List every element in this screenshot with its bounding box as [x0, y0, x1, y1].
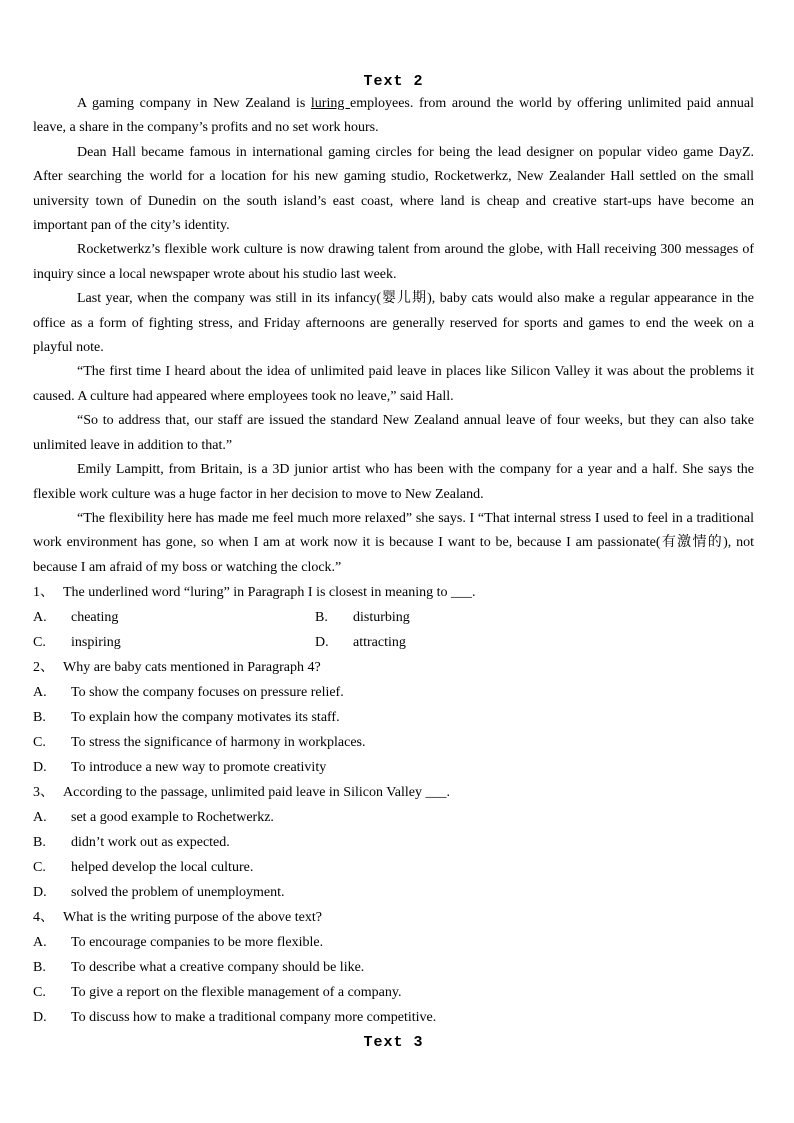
- option-1-b-text: disturbing: [353, 610, 410, 626]
- passage-paragraph-8: “The flexibility here has made me feel much more relaxed” she says. I “That internal stress I used to feel in a traditional work environment has gone, so when I am at work now it is because I want to be, because I am passionate(有激情的), not because I am afraid of my boss or watching the clock.”: [33, 510, 754, 575]
- option-1-d: [315, 630, 754, 655]
- next-text-title: Text 3: [363, 1034, 424, 1052]
- option-1-c: [33, 630, 315, 655]
- passage-paragraph-3: Rocketwerkz’s flexible work culture is now drawing talent from around the globe, with Hall receiving 300 messages of inquiry since a local newspaper wrote about his studio last week.: [33, 242, 754, 282]
- option-4-d-letter: D.: [33, 1010, 47, 1026]
- option-3-a-letter: A.: [33, 810, 47, 826]
- option-2-a-text: To show the company focuses on pressure relief.: [71, 685, 344, 701]
- option-1-a-text: cheating: [71, 610, 119, 626]
- underlined-word-luring: luring: [310, 96, 351, 111]
- passage-paragraph-5: “The first time I heard about the idea of unlimited paid leave in places like Silicon Valley it was about the problems it caused. A culture had appeared where employees took no leave,” said Hall.: [33, 364, 754, 404]
- option-4-b-letter: B.: [33, 960, 46, 976]
- question-2-stem-text: Why are baby cats mentioned in Paragraph 4?: [63, 660, 321, 676]
- option-2-b-text: To explain how the company motivates its staff.: [71, 710, 340, 726]
- question-4-stem-text: What is the writing purpose of the above text?: [63, 910, 322, 926]
- paragraph-1-pre: A gaming company in New Zealand is: [77, 96, 311, 111]
- option-3-c-letter: C.: [33, 860, 46, 876]
- option-2-b: [33, 705, 754, 730]
- option-2-c: [33, 730, 754, 755]
- option-3-c: [33, 855, 754, 880]
- option-2-c-letter: C.: [33, 735, 46, 751]
- option-2-a-letter: A.: [33, 685, 47, 701]
- question-1-stem-text: The underlined word “luring” in Paragraph I is closest in meaning to ___.: [63, 585, 476, 601]
- reading-passage: [33, 92, 754, 580]
- question-2-stem: [33, 655, 754, 680]
- question-3-stem-text: According to the passage, unlimited paid leave in Silicon Valley ___.: [63, 785, 450, 801]
- option-2-b-letter: B.: [33, 710, 46, 726]
- option-1-a-letter: A.: [33, 610, 47, 626]
- passage-paragraph-6: “So to address that, our staff are issued the standard New Zealand annual leave of four weeks, but they can also take unlimited leave in addition to that.”: [33, 413, 754, 453]
- passage-paragraph-4: Last year, when the company was still in its infancy(婴儿期), baby cats would also make a regular appearance in the office as a form of fighting stress, and Friday afternoons are generally reserved for sports and games to end the week on a playful note.: [33, 291, 754, 356]
- option-1-b: [315, 605, 754, 630]
- question-3-number: 3、: [33, 785, 54, 801]
- option-2-d-text: To introduce a new way to promote creativity: [71, 760, 327, 776]
- question-3-stem: [33, 780, 754, 805]
- option-3-d: [33, 880, 754, 905]
- option-3-a: [33, 805, 754, 830]
- question-4: [33, 905, 754, 1030]
- option-3-b-letter: B.: [33, 835, 46, 851]
- option-4-a-letter: A.: [33, 935, 47, 951]
- option-2-a: [33, 680, 754, 705]
- question-1-options: [33, 605, 754, 655]
- option-3-a-text: set a good example to Rochetwerkz.: [71, 810, 274, 826]
- option-3-b: [33, 830, 754, 855]
- option-4-a-text: To encourage companies to be more flexible.: [71, 935, 324, 951]
- question-4-stem: [33, 905, 754, 930]
- option-3-c-text: helped develop the local culture.: [71, 860, 254, 876]
- option-3-b-text: didn’t work out as expected.: [71, 835, 230, 851]
- question-1-stem: [33, 580, 754, 605]
- option-4-a: [33, 930, 754, 955]
- paragraph-1-post: employees. from around the world by offering unlimited paid annual leave, a share in the company’s profits and no set work hours.: [33, 96, 754, 136]
- option-1-c-text: inspiring: [71, 635, 121, 651]
- question-1-number: 1、: [33, 585, 54, 601]
- option-4-d-text: To discuss how to make a traditional company more competitive.: [71, 1010, 437, 1026]
- questions-section: [33, 580, 754, 1030]
- option-4-b-text: To describe what a creative company should be like.: [71, 960, 365, 976]
- option-1-c-letter: C.: [33, 635, 46, 651]
- passage-paragraph-7: Emily Lampitt, from Britain, is a 3D junior artist who has been with the company for a year and a half. She says the flexible work culture was a huge factor in her decision to move to New Zealand.: [33, 462, 754, 502]
- question-2: [33, 655, 754, 780]
- passage-paragraph-1: [33, 92, 754, 141]
- option-1-a: [33, 605, 315, 630]
- option-4-b: [33, 955, 754, 980]
- question-2-number: 2、: [33, 660, 54, 676]
- option-3-d-letter: D.: [33, 885, 47, 901]
- option-4-d: [33, 1005, 754, 1030]
- question-3: [33, 780, 754, 905]
- option-4-c: [33, 980, 754, 1005]
- option-3-d-text: solved the problem of unemployment.: [71, 885, 285, 901]
- option-4-c-letter: C.: [33, 985, 46, 1001]
- option-1-b-letter: B.: [315, 610, 328, 626]
- option-2-c-text: To stress the significance of harmony in workplaces.: [71, 735, 366, 751]
- option-2-d: [33, 755, 754, 780]
- option-1-d-text: attracting: [353, 635, 406, 651]
- option-1-d-letter: D.: [315, 635, 329, 651]
- question-4-number: 4、: [33, 910, 54, 926]
- question-1: [33, 580, 754, 655]
- option-2-d-letter: D.: [33, 760, 47, 776]
- passage-title: Text 2: [363, 73, 424, 90]
- passage-paragraph-2: Dean Hall became famous in international gaming circles for being the lead designer on popular video game DayZ. After searching the world for a location for his new gaming studio, Rocketwerkz, New Zealander Hall settled on the small university town of Dunedin on the south island’s east coast, where land is cheap and creative start-ups have become an important pan of the city’s identity.: [33, 144, 754, 234]
- option-4-c-text: To give a report on the flexible management of a company.: [71, 985, 402, 1001]
